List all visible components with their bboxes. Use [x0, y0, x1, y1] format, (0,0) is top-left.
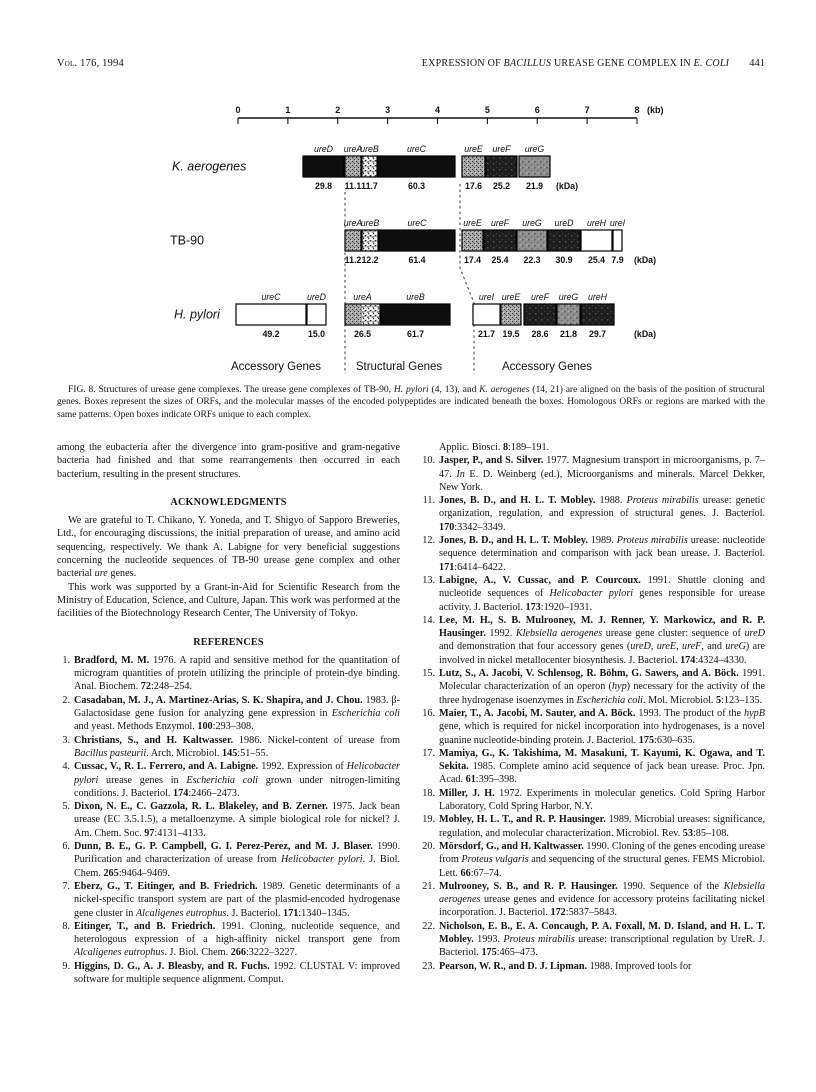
reference-item: 4. Cussac, V., R. L. Ferrero, and A. Labigne. 1992. Expression of Helicobacter pylori urease genes in Escherichia coli grown under nitrogen-limiting conditions. J. Bacteriol. 174:2466–2473. [57, 760, 400, 800]
gene-section-label: Structural Genes [355, 361, 443, 373]
molecular-mass-label: 21.8 [559, 329, 578, 339]
reference-number: 19. [422, 814, 435, 826]
body-paragraph: among the eubacteria after the divergence into gram-positive and gram-negative bacteria had finished and that some rearrangements then occurred in each bacterium, resulting in the present structures. [57, 442, 400, 480]
molecular-mass-label: 21.7 [477, 329, 496, 339]
molecular-mass-label: 17.4 [463, 255, 482, 265]
molecular-mass-label: 26.5 [353, 329, 372, 339]
scale-tick-label: 7 [584, 105, 590, 115]
reference-number: 10. [422, 455, 435, 467]
reference-item: 23. Pearson, W. R., and D. J. Lipman. 1988. Improved tools for [422, 960, 692, 972]
reference-number: 13. [422, 574, 435, 586]
reference-number: 21. [422, 880, 435, 892]
gene-box-ureG [519, 156, 550, 177]
volume-issue-label: Vol. 176, 1994 [57, 58, 124, 69]
gene-name-label: ureG [522, 218, 542, 228]
reference-continuation: Applic. Biosci. 8:189–191. [439, 442, 550, 453]
reference-number: 6. [62, 841, 70, 853]
reference-number: 23. [422, 960, 435, 972]
gene-box-ureC [378, 156, 455, 177]
molecular-mass-label: 19.5 [502, 329, 520, 339]
gene-box-ureH [581, 230, 612, 251]
gene-box-ureE [462, 156, 485, 177]
reference-item: 20. Mörsdorf, G., and H. Kaltwasser. 1990. Cloning of the genes encoding urease from Proteus vulgaris and sequencing of the structural genes. FEMS Microbiol. Lett. 66:67–74. [422, 840, 765, 879]
gene-section-label: Accessory Genes [501, 361, 593, 373]
molecular-mass-label: 30.9 [555, 255, 573, 265]
reference-number: 11. [422, 495, 435, 507]
gene-name-label: ureH [586, 218, 607, 228]
reference-item: 12. Jones, B. D., and H. L. T. Mobley. 1989. Proteus mirabilis urease: nucleotide sequence determination and comparison with jack bean urease. J. Bacteriol. 171:6414–6422. [422, 535, 766, 573]
scale-tick-label: 2 [335, 105, 341, 115]
gene-box-ureG [517, 230, 547, 251]
molecular-mass-label: 29.7 [588, 329, 607, 339]
gene-name-label: ureI [478, 292, 495, 302]
gene-name-label: ureF [492, 144, 511, 154]
gene-name-label: ureF [530, 292, 550, 302]
reference-item: 19. Mobley, H. L. T., and R. P. Hausinger. 1989. Microbial ureases: significance, regulation, and molecular characterization. Microbiol. Rev. 53:85–108. [422, 814, 765, 839]
gene-name-label: ureE [463, 218, 482, 228]
reference-item: 5. Dixon, N. E., C. Gazzola, R. L. Blakeley, and B. Zerner. 1975. Jack bean urease (EC 3.5.1.5), a metalloenzyme. A simple biological role for nickel? J. Am. Chem. Soc. 97:4131–4133. [57, 800, 400, 840]
reference-number: 22. [422, 920, 435, 932]
gene-name-label: ureB [360, 218, 380, 228]
gene-box-ureA [345, 230, 361, 251]
gene-box-ureC [379, 230, 455, 251]
gene-name-label: ureA [343, 144, 363, 154]
gene-box-ureB [362, 156, 377, 177]
reference-item: 8. Eitinger, T., and B. Friedrich. 1991. Cloning, nucleotide sequence, and heterologous expression of a high-affinity nickel transport gene from Alcaligenes eutrophus. J. Biol. Chem. 266:3222–3227. [57, 920, 400, 960]
reference-number: 3. [62, 734, 70, 746]
reference-number: 9. [62, 960, 70, 972]
page-header [57, 58, 765, 69]
reference-item: 21. Mulrooney, S. B., and R. P. Hausinger. 1990. Sequence of the Klebsiella aerogenes urease genes and evidence for accessory proteins facilitating nickel incorporation. J. Bacteriol. 172:5837–5843. [422, 880, 765, 919]
gene-name-label: ureC [261, 292, 281, 302]
gene-box-ureE [462, 230, 483, 251]
gene-box-ureD [303, 156, 344, 177]
molecular-mass-label: 7.9 [611, 255, 624, 265]
reference-item: 3. Christians, S., and H. Kaltwasser. 1986. Nickel-content of urease from Bacillus pasteurii. Arch. Microbiol. 145:51–55. [57, 734, 400, 761]
two-column-text [57, 441, 765, 986]
molecular-mass-label: 49.2 [262, 329, 280, 339]
gene-name-label: ureB [406, 292, 425, 302]
scale-tick-label: 3 [385, 105, 391, 115]
reference-item: 6. Dunn, B. E., G. P. Campbell, G. I. Perez-Perez, and M. J. Blaser. 1990. Purification and characterization of urease from Helicobacter pylori. J. Biol. Chem. 265:9464–9469. [57, 840, 400, 880]
right-column [422, 441, 765, 986]
reference-number: 20. [422, 840, 435, 852]
scale-tick-label: 0 [235, 105, 241, 115]
molecular-mass-label: 21.9 [525, 181, 544, 191]
scale-unit-label: (kb) [647, 105, 664, 115]
gene-box-ureA [362, 304, 380, 325]
page-number: 441 [749, 58, 765, 69]
gene-box-ureB [362, 230, 378, 251]
molecular-mass-label: 22.3 [523, 255, 541, 265]
gene-name-label: ureF [490, 218, 510, 228]
reference-item: 2. Casadaban, M. J., A. Martinez-Arias, S. K. Shapira, and J. Chou. 1983. β-Galactosidase gene fusion for analyzing gene expression in Escherichia coli and yeast. Methods Enzymol. 100:293–308. [57, 694, 400, 734]
molecular-mass-label: 61.4 [408, 255, 426, 265]
scale-tick-label: 8 [634, 105, 640, 115]
gene-box-ureA [345, 304, 362, 325]
gene-name-label: ureI [609, 218, 626, 228]
gene-box-ureH [581, 304, 614, 325]
gene-box-ureB [381, 304, 450, 325]
organism-label: K. aerogenes [172, 159, 247, 174]
running-title: EXPRESSION OF BACILLUS UREASE GENE COMPLEX IN E. COLI [421, 58, 730, 69]
molecular-mass-label: 25.4 [587, 255, 606, 265]
organism-label: H. pylori [174, 307, 220, 322]
gene-name-label: ureH [587, 292, 608, 302]
molecular-mass-label: 61.7 [406, 329, 425, 339]
molecular-mass-label: 28.6 [531, 329, 549, 339]
molecular-mass-label: 60.3 [407, 181, 426, 191]
section-divider-dashed-line [460, 184, 474, 374]
acknowledgments-paragraph: This work was supported by a Grant-in-Aid for Scientific Research from the Ministry of Education, Science, and Culture, Japan. This work was performed at the facilities of the Biotechnology Research Center, The University of Tokyo. [57, 581, 400, 620]
reference-number: 4. [62, 761, 70, 773]
gene-box-ureI [613, 230, 622, 251]
reference-item: 17. Mamiya, G., K. Takishima, M. Masakuni, T. Kayumi, K. Ogawa, and T. Sekita. 1985. Complete amino acid sequence of jack bean urease. Proc. Jpn. Acad. 61:395–398. [422, 747, 765, 786]
gene-name-label: ureC [407, 218, 427, 228]
reference-number: 8. [62, 920, 70, 932]
scale-tick-label: 6 [534, 105, 540, 115]
reference-item: 10. Jasper, P., and S. Silver. 1977. Magnesium transport in microorganisms, p. 7–47. In E. D. Weinberg (ed.), Microorganisms and minerals. Marcel Dekker, New York. [422, 455, 765, 493]
molecular-mass-label: 11.2 [344, 255, 362, 265]
reference-number: 7. [62, 880, 70, 892]
reference-number: 12. [422, 535, 435, 547]
references-list-left [57, 654, 400, 986]
scale-tick-label: 5 [484, 105, 490, 115]
molecular-mass-label: 11.7 [361, 181, 378, 191]
acknowledgments-heading: ACKNOWLEDGMENTS [170, 496, 287, 508]
reference-number: 15. [422, 668, 435, 680]
figure-gene-map [0, 88, 816, 388]
gene-name-label: ureC [406, 144, 427, 154]
reference-item: 14. Lee, M. H., S. B. Mulrooney, M. J. Renner, Y. Markowicz, and R. P. Hausinger. 1992. Klebsiella aerogenes urease gene cluster: sequence of ureD and demonstration that four accessory genes (ureD, ureE, ureF, and ureG) are involved in nickel metallocenter biosynthesis. J. Bacteriol. 174:4324–4330. [422, 614, 766, 666]
reference-item: 7. Eberz, G., T. Eitinger, and B. Friedrich. 1989. Genetic determinants of a nickel-specific transport system are part of the plasmid-encoded hydrogenase gene cluster in Alcaligenes eutrophus. J. Bacteriol. 171:1340–1345. [57, 880, 400, 920]
reference-number: 1. [62, 654, 70, 666]
gene-name-label: ureA [353, 292, 372, 302]
gene-box-ureF [486, 156, 517, 177]
gene-name-label: ureB [360, 144, 379, 154]
gene-box-ureI [473, 304, 500, 325]
header-right [422, 58, 765, 69]
reference-item: 15. Lutz, S., A. Jacobi, V. Schlensog, R. Böhm, G. Sawers, and A. Böck. 1991. Molecular characterization of an operon (hyp) necessary for the activity of the three hydrogenase isoenzymes in Escherichia coli. Mol. Microbiol. 5:123–135. [422, 668, 765, 706]
reference-number: 5. [62, 801, 70, 813]
references-list-right [422, 454, 765, 973]
gene-name-label: ureD [306, 292, 327, 302]
gene-box-ureG [557, 304, 580, 325]
reference-number: 18. [422, 787, 435, 799]
molecular-mass-label: 15.0 [307, 329, 326, 339]
organism-label: TB-90 [170, 233, 205, 248]
reference-number: 16. [422, 707, 435, 719]
gene-name-label: ureE [501, 292, 521, 302]
scale-tick-label: 4 [434, 105, 441, 115]
molecular-mass-label: 25.2 [492, 181, 511, 191]
gene-name-label: ureA [343, 218, 363, 228]
gene-name-label: ureD [554, 218, 574, 228]
gene-box-ureA [345, 156, 361, 177]
gene-box-ureC [236, 304, 306, 325]
gene-name-label: ureG [524, 144, 545, 154]
kda-unit-label: (kDa) [556, 181, 578, 191]
gene-box-ureF [484, 230, 516, 251]
molecular-mass-label: 25.4 [491, 255, 509, 265]
molecular-mass-label: 12.2 [361, 255, 379, 265]
gene-box-ureF [524, 304, 556, 325]
reference-item: 1. Bradford, M. M. 1976. A rapid and sensitive method for the quantitation of microgram quantities of protein utilizing the principle of protein-dye binding. Anal. Biochem. 72:248–254. [57, 654, 400, 694]
gene-box-ureE [501, 304, 521, 325]
kda-unit-label: (kDa) [634, 255, 656, 265]
molecular-mass-label: 29.8 [314, 181, 333, 191]
reference-item: 11. Jones, B. D., and H. L. T. Mobley. 1988. Proteus mirabilis urease: genetic organization, regulation, and expression of structural genes. J. Bacteriol. 170:3342–3349. [422, 495, 766, 533]
gene-name-label: ureE [464, 144, 483, 154]
gene-name-label: ureD [313, 144, 334, 154]
molecular-mass-label: 17.6 [464, 181, 483, 191]
reference-item: 16. Maier, T., A. Jacobi, M. Sauter, and A. Böck. 1993. The product of the hypB gene, which is required for nickel incorporation into hydrogenases, is a novel guanine nucleotide-binding protein. J. Bacteriol. 175:630–635. [422, 707, 765, 746]
reference-item: 22. Nicholson, E. B., E. A. Concaugh, P. A. Foxall, M. D. Island, and H. L. T. Mobley. 1993. Proteus mirabilis urease: transcriptional regulation by UreR. J. Bacteriol. 175:465–473. [422, 920, 766, 959]
gene-box-ureD [548, 230, 580, 251]
reference-number: 2. [62, 694, 70, 706]
reference-number: 17. [422, 747, 435, 759]
reference-number: 14. [422, 614, 435, 626]
molecular-mass-label: 11.1 [344, 181, 362, 191]
kda-unit-label: (kDa) [634, 329, 656, 339]
figure-caption: FIG. 8. Structures of urease gene complexes. The urease gene complexes of TB-90, H. pylori (4, 13), and K. aerogenes (14, 21) are aligned on the basis of the position of structural genes. Boxes represent the sizes of ORFs, and the molecular masses of the encoded polypeptides are indicated beneath the boxes. Homologous ORFs or regions are marked with the same patterns. Open boxes indicate ORFs unique to each complex. [57, 385, 765, 420]
acknowledgments-paragraph: We are grateful to T. Chikano, Y. Yoneda, and T. Shigyo of Sapporo Breweries, Ltd., for encouraging discussions, the initial preparation of urease, and amino acid sequencing, respectively. We thank A. Labigne for very beneficial suggestions concerning the nucleotide sequences of TB-90 urease gene complex and other bacterial ure genes. [57, 515, 400, 580]
reference-item: 9. Higgins, D. G., A. J. Bleasby, and R. Fuchs. 1992. CLUSTAL V: improved software for multiple sequence alignment. Comput. [57, 960, 400, 987]
left-column [57, 441, 400, 986]
scale-tick-label: 1 [285, 105, 291, 115]
reference-item: 13. Labigne, A., V. Cussac, and P. Courcoux. 1991. Shuttle cloning and nucleotide sequences of Helicobacter pylori genes responsible for urease activity. J. Bacteriol. 173:1920–1931. [422, 574, 766, 613]
reference-item: 18. Miller, J. H. 1972. Experiments in molecular genetics. Cold Spring Harbor Laboratory, Cold Spring Harbor, N.Y. [422, 787, 765, 813]
gene-section-label: Accessory Genes [230, 361, 322, 373]
gene-box-ureD [307, 304, 326, 325]
references-heading: REFERENCES [193, 636, 264, 648]
gene-name-label: ureG [558, 292, 579, 302]
